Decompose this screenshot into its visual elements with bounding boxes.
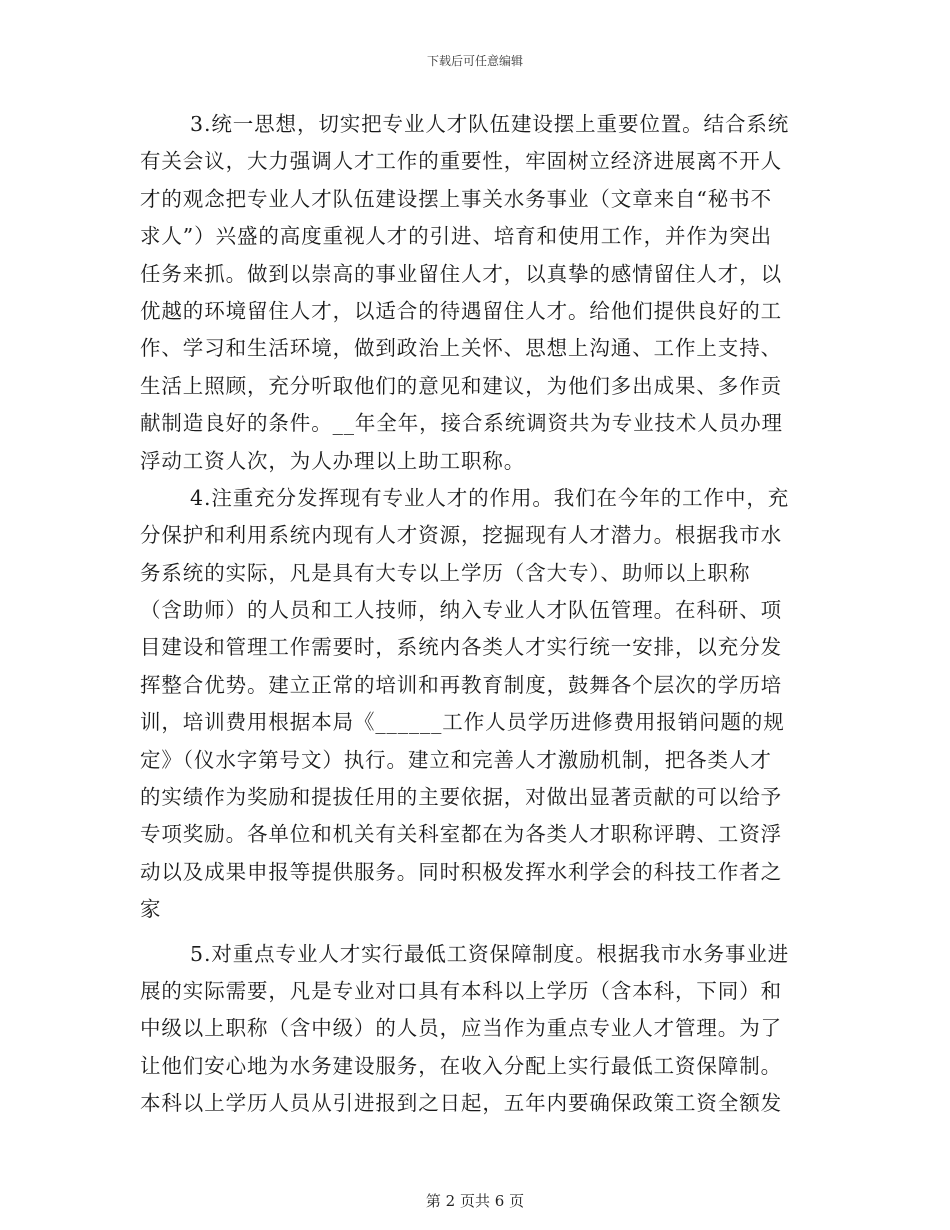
text-line: 务系统的实际，凡是具有大专以上学历（含大专）、助师以上职称 xyxy=(140,560,751,585)
text-line: 中级以上职称（含中级）的人员，应当作为重点专业人才管理。为了 xyxy=(140,1016,782,1041)
text-line: 作、学习和生活环境，做到政治上关怀、思想上沟通、工作上支持、 xyxy=(140,336,782,361)
text-line: 求人”）兴盛的高度重视人才的引进、培育和使用工作，并作为突出 xyxy=(140,224,772,249)
text-line: 展的实际需要，凡是专业对口具有本科以上学历（含本科，下同）和 xyxy=(140,978,782,1003)
text-line: 定》（仪水字第号文）执行。建立和完善人才激励机制，把各类人才 xyxy=(140,747,772,772)
text-line: 有关会议，大力强调人才工作的重要性，牢固树立经济进展离不开人 xyxy=(140,149,782,174)
text-line: 分保护和利用系统内现有人才资源，挖掘现有人才潜力。根据我市水 xyxy=(140,523,782,548)
text-line: 生活上照顾，充分听取他们的意见和建议，为他们多出成果、多作贡 xyxy=(140,373,782,398)
paragraph-3 xyxy=(140,106,800,480)
document-body xyxy=(140,106,800,1123)
page-footer: 第 2 页共 6 页 xyxy=(425,1192,525,1210)
paragraph-4 xyxy=(140,480,800,929)
text-line: 的实绩作为奖励和提拔任用的主要依据，对做出显著贡献的可以给予 xyxy=(140,785,782,810)
text-line: 浮动工资人次，为人办理以上助工职称。 xyxy=(140,448,526,473)
text-line: 3.统一思想，切实把专业人才队伍建设摆上重要位置。结合系统 xyxy=(190,112,790,136)
text-line: 4.注重充分发挥现有专业人才的作用。我们在今年的工作中，充 xyxy=(190,485,790,510)
text-line: 专项奖励。各单位和机关有关科室都在为各类人才职称评聘、工资浮 xyxy=(140,822,782,847)
text-line: 挥整合优势。建立正常的培训和再教育制度，鼓舞各个层次的学历培 xyxy=(140,672,782,697)
text-line: 家 xyxy=(140,897,162,922)
paragraph-5 xyxy=(140,936,800,1123)
text-line: 5.对重点专业人才实行最低工资保障制度。根据我市水务事业进 xyxy=(190,941,790,966)
text-line: 才的观念把专业人才队伍建设摆上事关水务事业（文章来自“秘书不 xyxy=(140,186,772,211)
text-line: 优越的环境留住人才，以适合的待遇留住人才。给他们提供良好的工 xyxy=(140,298,782,323)
text-line: 动以及成果申报等提供服务。同时积极发挥水利学会的科技工作者之 xyxy=(140,859,782,884)
text-line: 任务来抓。做到以崇高的事业留住人才，以真挚的感情留住人才，以 xyxy=(140,261,782,286)
text-line: 本科以上学历人员从引进报到之日起，五年内要确保政策工资全额发 xyxy=(140,1091,782,1116)
text-line: 让他们安心地为水务建设服务，在收入分配上实行最低工资保障制。 xyxy=(140,1053,782,1078)
page-header: 下载后可任意编辑 xyxy=(426,54,523,68)
text-line: 训，培训费用根据本局《______工作人员学历进修费用报销问题的规 xyxy=(140,710,785,735)
text-line: （含助师）的人员和工人技师，纳入专业人才队伍管理。在科研、项 xyxy=(140,598,782,623)
text-line: 目建设和管理工作需要时，系统内各类人才实行统一安排，以充分发 xyxy=(140,635,782,660)
text-line: 献制造良好的条件。__年全年，接合系统调资共为专业技术人员办理 xyxy=(140,411,783,436)
